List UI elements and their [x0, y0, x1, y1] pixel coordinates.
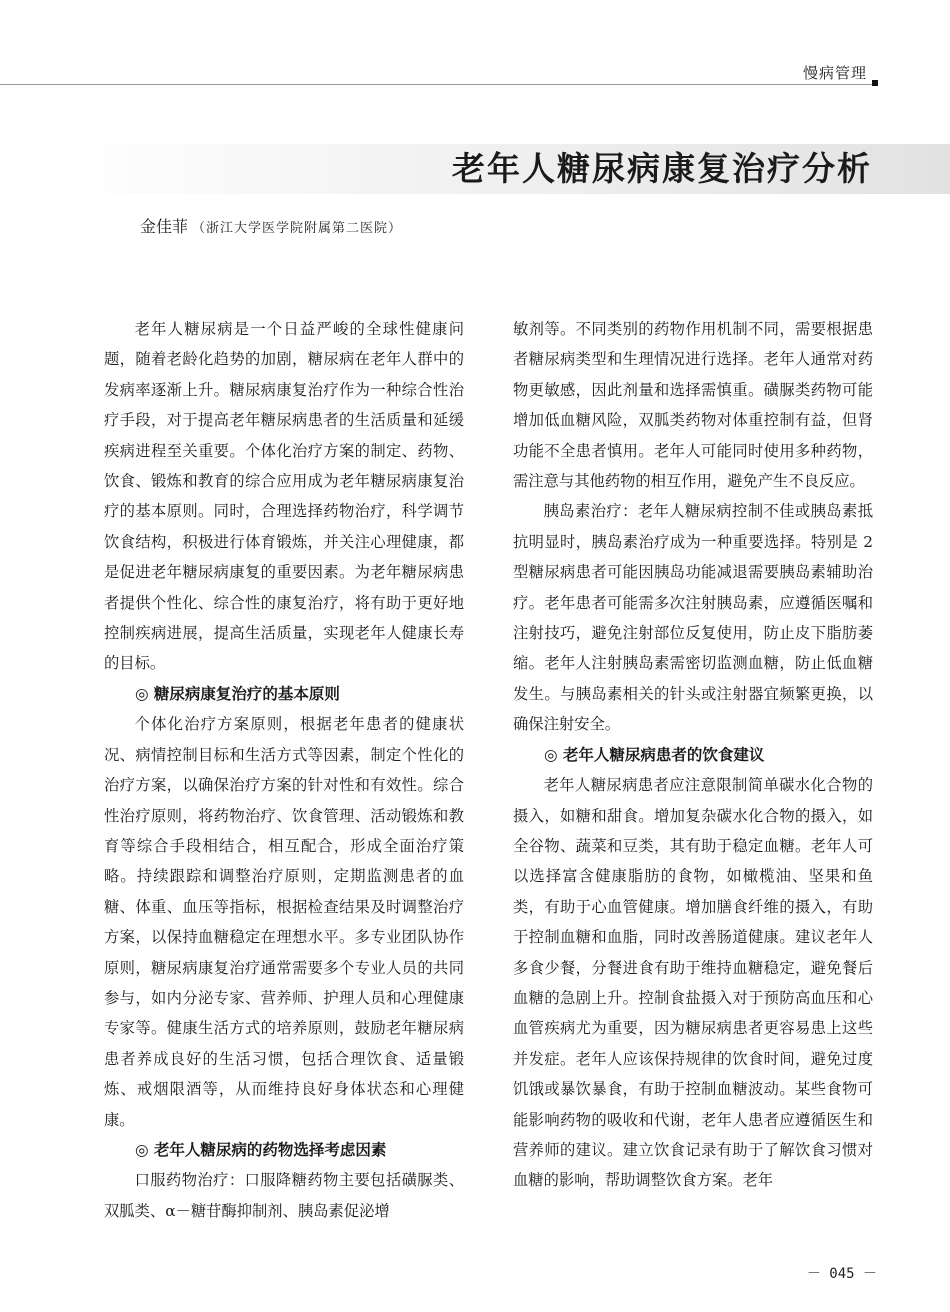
right-column — [513, 314, 873, 1196]
page-number: － 045 － — [806, 1266, 877, 1282]
paragraph: 胰岛素治疗：老年人糖尿病控制不佳或胰岛素抵抗明显时，胰岛素治疗成为一种重要选择。特别是 2 型糖尿病患者可能因胰岛功能减退需要胰岛素辅助治疗。老年患者可能需多次注射胰岛素，应遵循医嘱和注射技巧，避免注射部位反复使用，防止皮下脂肪萎缩。老年人注射胰岛素需密切监测血糖，防止低血糖发生。与胰岛素相关的针头或注射器宜频繁更换，以确保注射安全。 — [513, 502, 873, 734]
byline — [140, 214, 402, 237]
section-heading: ◎ 老年人糖尿病患者的饮食建议 — [544, 744, 765, 764]
section-marker-square — [872, 80, 878, 86]
paragraph: 老年人糖尿病是一个日益严峻的全球性健康问题，随着老龄化趋势的加剧，糖尿病在老年人群中的发病率逐渐上升。糖尿病康复治疗作为一种综合性治疗手段，对于提高老年糖尿病患者的生活质量和延缓疾病进程至关重要。个体化治疗方案的制定、药物、饮食、锻炼和教育的综合应用成为老年糖尿病康复治疗的基本原则。同时，合理选择药物治疗，科学调节饮食结构，积极进行体育锻炼，并关注心理健康，都是促进老年糖尿病康复的重要因素。为老年糖尿病患者提供个性化、综合性的康复治疗，将有助于更好地控制疾病进展，提高生活质量，实现老年人健康长寿的目标。 — [104, 320, 464, 673]
paragraph: 老年人糖尿病患者应注意限制简单碳水化合物的摄入，如糖和甜食。增加复杂碳水化合物的摄入，如全谷物、蔬菜和豆类，其有助于稳定血糖。老年人可以选择富含健康脂肪的食物，如橄榄油、坚果和鱼类，有助于心血管健康。增加膳食纤维的摄入，有助于控制血糖和血脂，同时改善肠道健康。建议老年人多食少餐，分餐进食有助于维持血糖稳定，避免餐后血糖的急剧上升。控制食盐摄入对于预防高血压和心血管疾病尤为重要，因为糖尿病患者更容易患上这些并发症。老年人应该保持规律的饮食时间，避免过度饥饿或暴饮暴食，有助于控制血糖波动。某些食物可能影响药物的吸收和代谢，老年人患者应遵循医生和营养师的建议。建立饮食记录有助于了解饮食习惯对血糖的影响，帮助调整饮食方案。老年 — [513, 776, 873, 1190]
author-affiliation: （浙江大学医学院附属第二医院） — [192, 221, 403, 236]
section-heading: ◎ 糖尿病康复治疗的基本原则 — [135, 683, 340, 703]
section-label: 慢病管理 — [802, 64, 867, 82]
paragraph: 个体化治疗方案原则，根据老年患者的健康状况、病情控制目标和生活方式等因素，制定个性化的治疗方案，以确保治疗方案的针对性和有效性。综合性治疗原则，将药物治疗、饮食管理、活动锻炼和教育等综合手段相结合，相互配合，形成全面治疗策略。持续跟踪和调整治疗原则，定期监测患者的血糖、体重、血压等指标，根据检查结果及时调整治疗方案，以保持血糖稳定在理想水平。多专业团队协作原则，糖尿病康复治疗通常需要多个专业人员的共同参与，如内分泌专家、营养师、护理人员和心理健康专家等。健康生活方式的培养原则，鼓励老年糖尿病患者养成良好的生活习惯，包括合理饮食、适量锻炼、戒烟限酒等，从而维持良好身体状态和心理健康。 — [104, 715, 464, 1129]
paragraph: 敏剂等。不同类别的药物作用机制不同，需要根据患者糖尿病类型和生理情况进行选择。老年人通常对药物更敏感，因此剂量和选择需慎重。磺脲类药物可能增加低血糖风险，双胍类药物对体重控制有益，但肾功能不全患者慎用。老年人可能同时使用多种药物，需注意与其他药物的相互作用，避免产生不良反应。 — [513, 320, 873, 491]
article-title: 老年人糖尿病康复治疗分析 — [452, 149, 872, 188]
header-rule — [0, 84, 876, 85]
paragraph: 口服药物治疗：口服降糖药物主要包括磺脲类、双胍类、α－糖苷酶抑制剂、胰岛素促泌增 — [104, 1171, 464, 1220]
section-heading: ◎ 老年人糖尿病的药物选择考虑因素 — [135, 1139, 387, 1159]
left-column — [104, 314, 464, 1226]
author-name: 金佳菲 — [140, 217, 189, 236]
